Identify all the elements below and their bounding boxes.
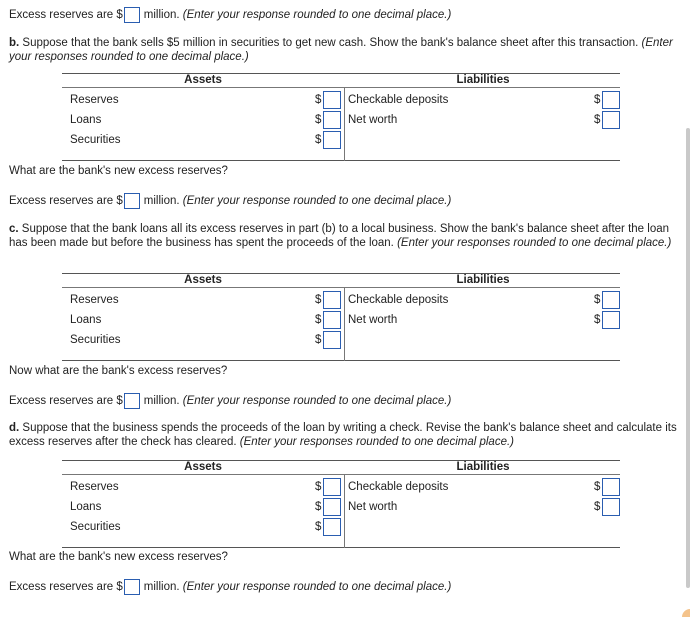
rounding-note: (Enter your response rounded to one decimal place.) (182, 395, 452, 408)
net-worth-label: Net worth (348, 501, 398, 513)
part-b-instructions (9, 36, 681, 64)
balance-sheet-c (62, 273, 620, 361)
rounding-note: (Enter your response rounded to one decimal place.) (182, 195, 452, 208)
d-networth-input[interactable] (602, 498, 620, 516)
dollar-sign: $ (594, 114, 601, 126)
reserves-label: Reserves (70, 294, 119, 306)
b-loans-input[interactable] (323, 111, 341, 129)
part-b-note: (Enter your responses rounded to one decimal place.) (9, 37, 673, 63)
balance-sheet-b (62, 73, 620, 161)
dollar-sign: $ (315, 481, 322, 493)
assets-header: Assets (184, 274, 222, 286)
d-securities-input[interactable] (323, 518, 341, 536)
reserves-label: Reserves (70, 481, 119, 493)
part-d-note: (Enter your responses rounded to one decimal place.) (239, 436, 514, 448)
part-d-question: What are the bank's new excess reserves? (9, 551, 228, 563)
dollar-sign: $ (315, 134, 322, 146)
part-d-letter: d. (9, 422, 20, 434)
excess-reserves-prefix: Excess reserves are (9, 395, 114, 408)
dollar-sign: $ (594, 94, 601, 106)
excess-reserves-line-c (9, 393, 451, 409)
liabilities-header: Liabilities (456, 274, 510, 286)
part-c-note: (Enter your responses rounded to one decimal place.) (397, 237, 672, 249)
d-loans-input[interactable] (323, 498, 341, 516)
securities-label: Securities (70, 134, 121, 146)
million-label: million. (143, 581, 180, 594)
net-worth-label: Net worth (348, 114, 398, 126)
loans-label: Loans (70, 501, 102, 513)
part-d-instructions (9, 421, 681, 449)
c-reserves-input[interactable] (323, 291, 341, 309)
checkable-deposits-label: Checkable deposits (348, 481, 449, 493)
c-networth-input[interactable] (602, 311, 620, 329)
excess-reserves-input-c[interactable] (124, 393, 140, 409)
loans-label: Loans (70, 114, 102, 126)
excess-reserves-input-a[interactable] (124, 7, 140, 23)
c-deposits-input[interactable] (602, 291, 620, 309)
assets-header: Assets (184, 74, 222, 86)
excess-reserves-prefix: Excess reserves are (9, 195, 114, 208)
loans-label: Loans (70, 314, 102, 326)
c-securities-input[interactable] (323, 331, 341, 349)
dollar-sign: $ (594, 501, 601, 513)
liabilities-header: Liabilities (456, 74, 510, 86)
c-loans-input[interactable] (323, 311, 341, 329)
net-worth-label: Net worth (348, 314, 398, 326)
part-c-letter: c. (9, 223, 19, 235)
part-b-text: Suppose that the bank sells $5 million in securities to get new cash. Show the bank's balance sheet after this transaction. (19, 37, 642, 49)
excess-reserves-prefix: Excess reserves are (9, 9, 114, 22)
dollar-sign: $ (116, 9, 123, 22)
part-b-letter: b. (9, 37, 20, 49)
reserves-label: Reserves (70, 94, 119, 106)
d-reserves-input[interactable] (323, 478, 341, 496)
securities-label: Securities (70, 334, 121, 346)
balance-sheet-d (62, 460, 620, 548)
checkable-deposits-label: Checkable deposits (348, 294, 449, 306)
dollar-sign: $ (594, 481, 601, 493)
b-securities-input[interactable] (323, 131, 341, 149)
excess-reserves-line-b (9, 193, 451, 209)
dollar-sign: $ (315, 114, 322, 126)
dollar-sign: $ (594, 294, 601, 306)
part-b-question: What are the bank's new excess reserves? (9, 165, 228, 177)
dollar-sign: $ (315, 314, 322, 326)
dollar-sign: $ (116, 581, 123, 594)
excess-reserves-line-a (9, 7, 451, 23)
dollar-sign: $ (594, 314, 601, 326)
b-deposits-input[interactable] (602, 91, 620, 109)
part-d-text: Suppose that the business spends the proceeds of the loan by writing a check. Revise the bank's balance sheet and calculate its excess reserves after the check has cleared. (9, 422, 677, 448)
excess-reserves-line-d (9, 579, 451, 595)
checkable-deposits-label: Checkable deposits (348, 94, 449, 106)
dollar-sign: $ (315, 521, 322, 533)
dollar-sign: $ (315, 501, 322, 513)
million-label: million. (143, 195, 180, 208)
dollar-sign: $ (315, 294, 322, 306)
b-reserves-input[interactable] (323, 91, 341, 109)
dollar-sign: $ (315, 94, 322, 106)
d-deposits-input[interactable] (602, 478, 620, 496)
excess-reserves-input-d[interactable] (124, 579, 140, 595)
assets-header: Assets (184, 461, 222, 473)
part-c-text: Suppose that the bank loans all its excess reserves in part (b) to a local business. Show the bank's balance sheet after the loan has been made but before the business has spent the proceeds of the loan. (9, 223, 670, 249)
excess-reserves-input-b[interactable] (124, 193, 140, 209)
excess-reserves-prefix: Excess reserves are (9, 581, 114, 594)
liabilities-header: Liabilities (456, 461, 510, 473)
part-c-question: Now what are the bank's excess reserves? (9, 365, 228, 377)
vertical-scrollbar[interactable] (686, 128, 690, 588)
part-c-instructions (9, 222, 681, 250)
rounding-note: (Enter your response rounded to one decimal place.) (182, 9, 452, 22)
corner-indicator (682, 609, 690, 617)
b-networth-input[interactable] (602, 111, 620, 129)
rounding-note: (Enter your response rounded to one decimal place.) (182, 581, 452, 594)
million-label: million. (143, 395, 180, 408)
securities-label: Securities (70, 521, 121, 533)
dollar-sign: $ (116, 195, 123, 208)
million-label: million. (143, 9, 180, 22)
dollar-sign: $ (116, 395, 123, 408)
dollar-sign: $ (315, 334, 322, 346)
